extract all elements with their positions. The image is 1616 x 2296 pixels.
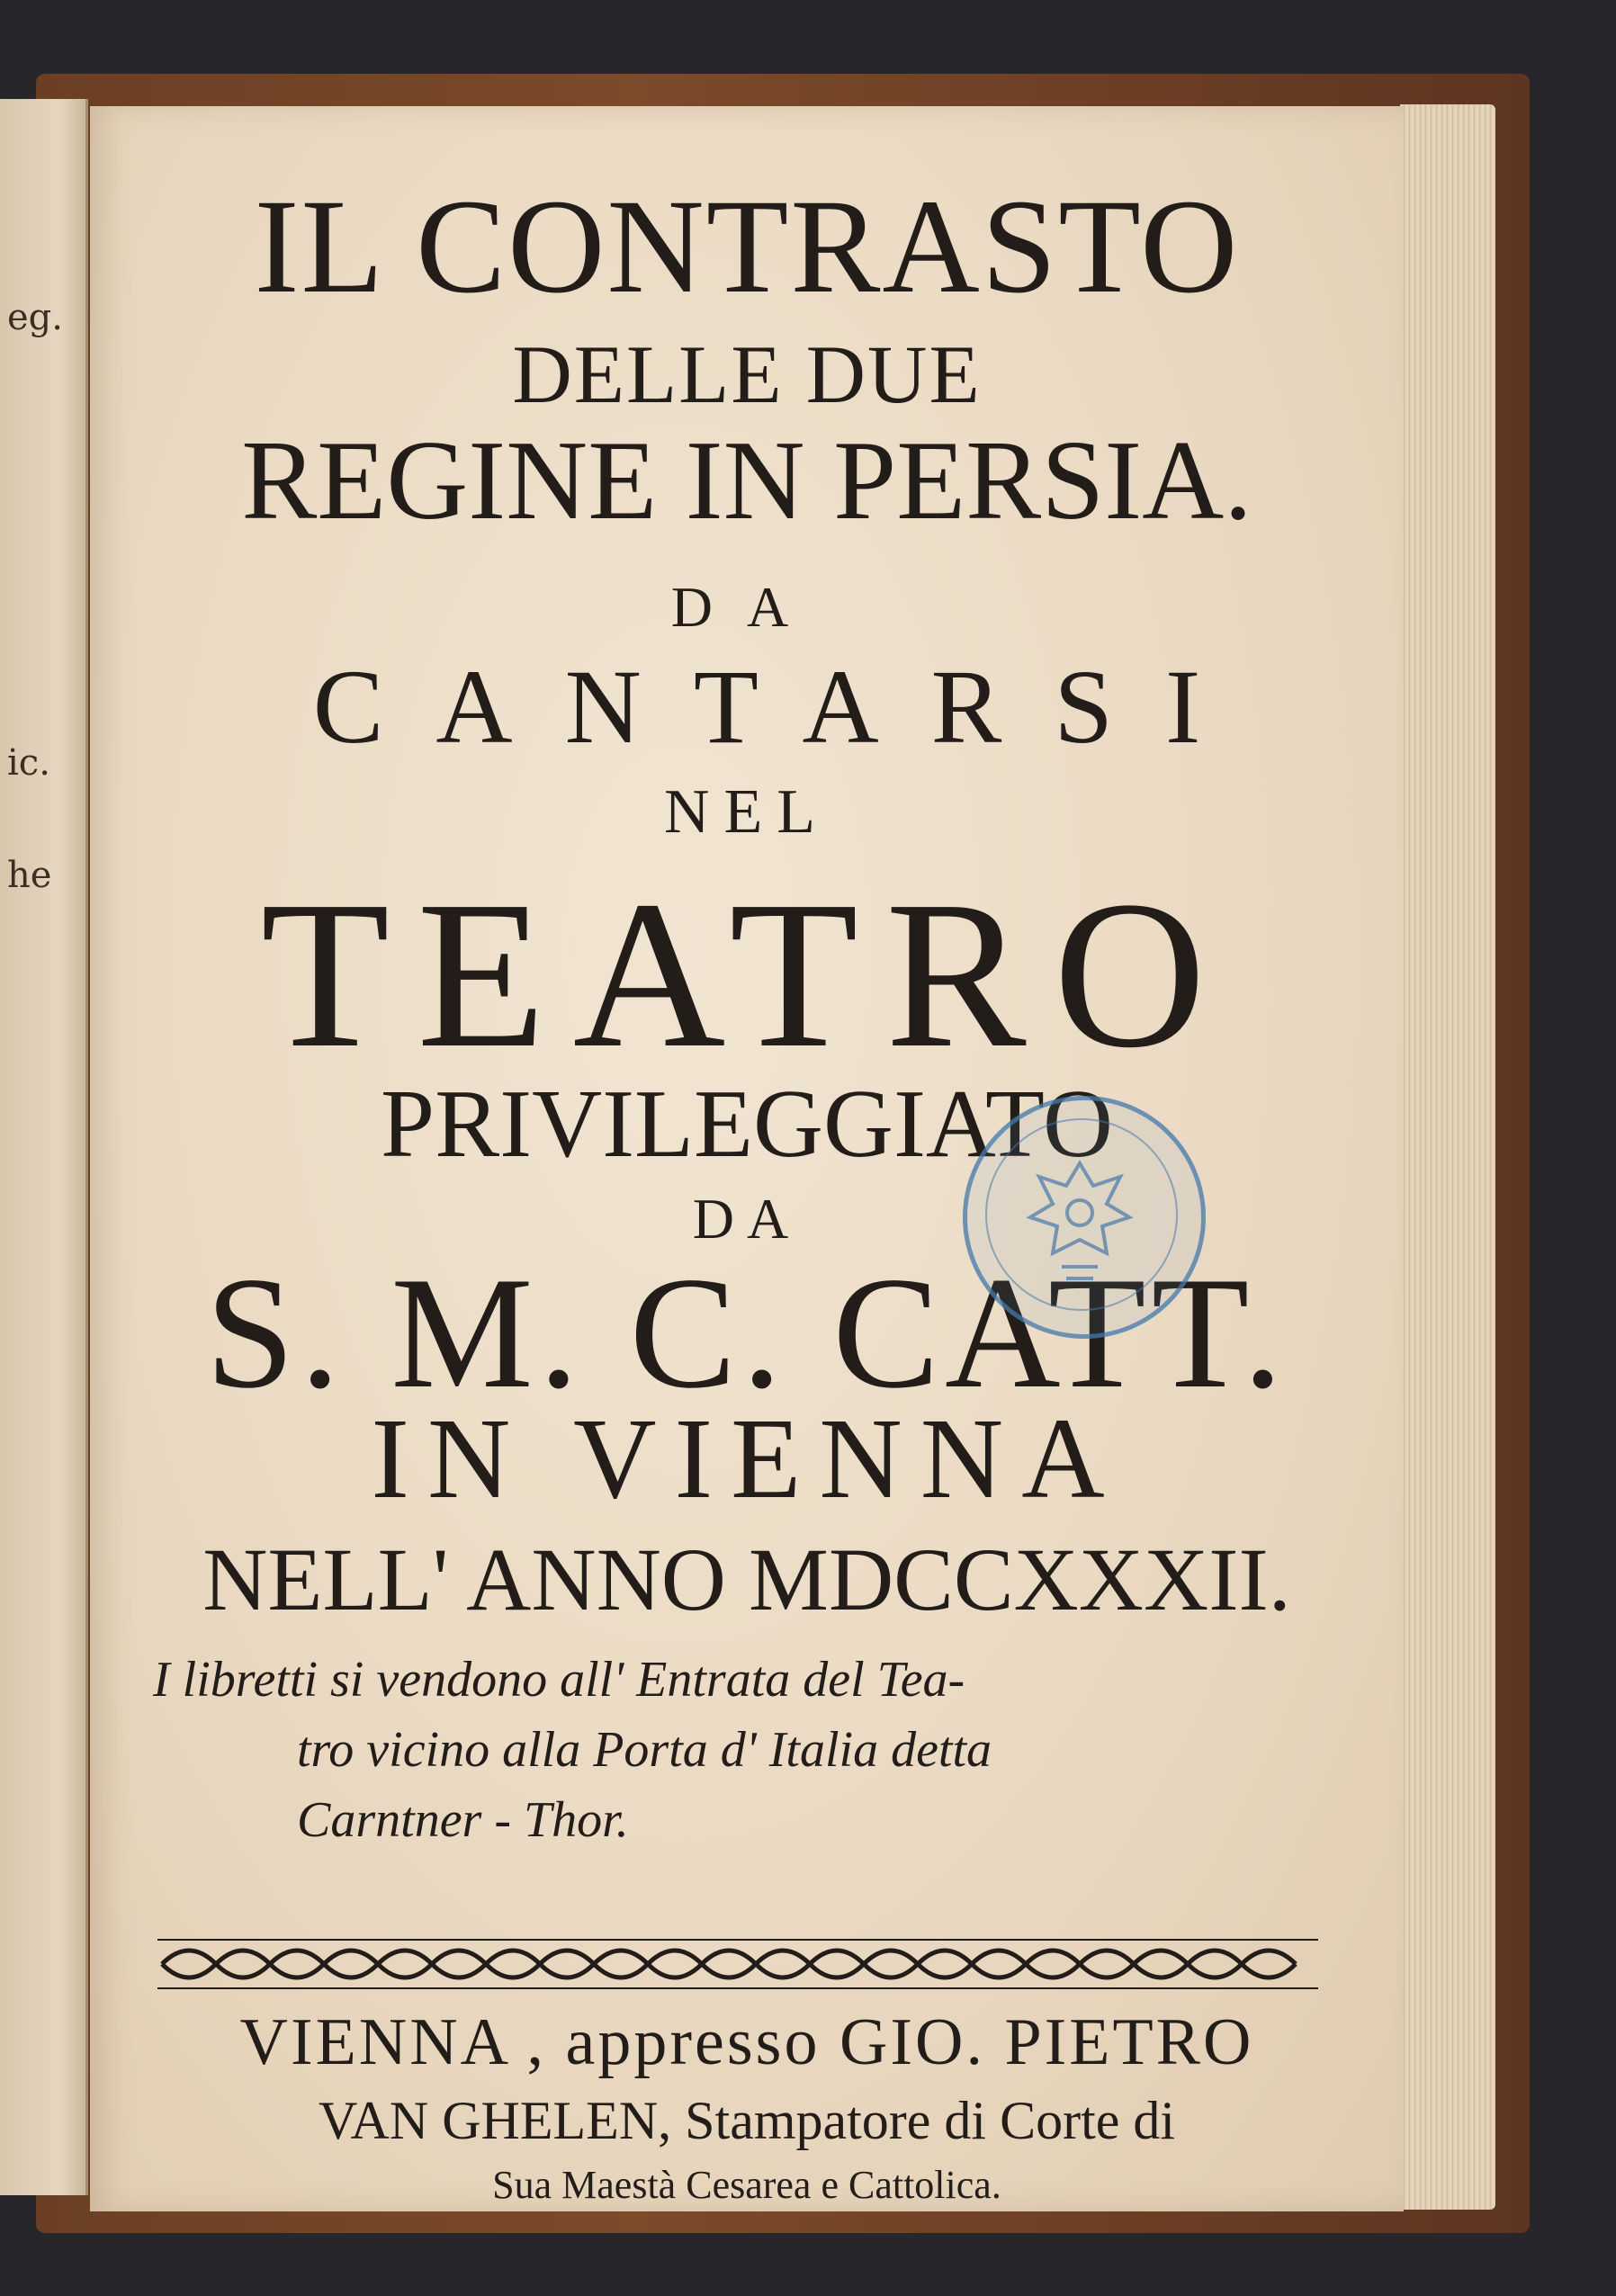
- library-stamp-icon: [963, 1096, 1206, 1339]
- imprint-line: I libretti si vendono all' Entrata del Tea-: [153, 1652, 965, 1708]
- title-line: IL CONTRASTO: [254, 172, 1240, 321]
- title-line: DA: [670, 575, 823, 639]
- title-line: TEATRO: [260, 857, 1234, 1091]
- title-page: [90, 106, 1404, 2211]
- left-page-fragment: ic.: [7, 742, 50, 784]
- eagle-emblem-icon: [967, 1100, 1192, 1325]
- left-page: [0, 99, 88, 2195]
- title-line: REGINE IN PERSIA.: [241, 418, 1252, 543]
- title-line: DA: [692, 1187, 802, 1251]
- publisher-line: VAN GHELEN, Stampatore di Corte di: [318, 2091, 1176, 2150]
- left-page-fragment: he: [7, 855, 52, 896]
- title-line: S. M. C. CATT.: [205, 1243, 1288, 1422]
- imprint-line: tro vicino alla Porta d' Italia detta: [297, 1722, 992, 1778]
- ornamental-border: [153, 1933, 1323, 1996]
- title-line: CANTARSI: [312, 648, 1253, 766]
- title-line: IN VIENNA: [371, 1395, 1123, 1522]
- publisher-line: VIENNA , appresso GIO. PIETRO: [239, 2005, 1254, 2079]
- publisher-line: Sua Maestà Cesarea e Cattolica.: [492, 2163, 1001, 2207]
- title-line: DELLE DUE: [512, 328, 982, 420]
- imprint-line: Carntner - Thor.: [297, 1792, 629, 1848]
- imprint-note: [153, 1645, 1350, 1855]
- page-edges: [1400, 104, 1495, 2210]
- left-page-fragment: eg.: [7, 297, 63, 338]
- title-line: NELL' ANNO MDCCXXXII.: [202, 1529, 1291, 1629]
- title-line: NEL: [663, 777, 830, 847]
- title-line: PRIVILEGGIATO: [381, 1071, 1113, 1178]
